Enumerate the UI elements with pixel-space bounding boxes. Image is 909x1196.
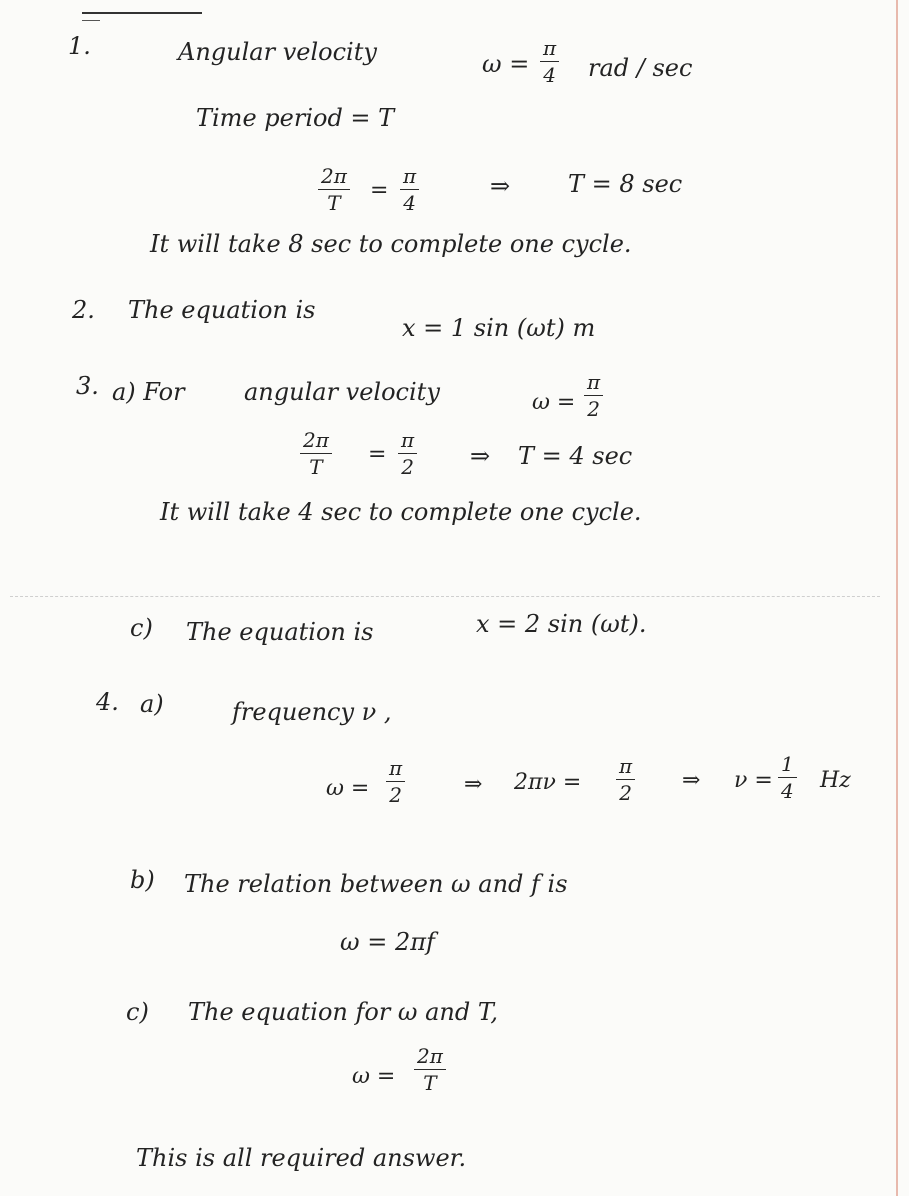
q4-a-implies-2: ⇒ <box>682 768 701 793</box>
closing-remark: This is all required answer. <box>136 1144 467 1172</box>
q3-eq-right-fraction <box>398 430 417 477</box>
q4-part-a-label: a) <box>140 690 164 718</box>
q4-a-fraction-2-denominator: 2 <box>619 781 632 805</box>
q1-eq-equals: = <box>370 178 389 203</box>
q1-eq-right-numerator: π <box>403 164 417 188</box>
q4-a-fraction-1 <box>386 758 405 805</box>
section-divider <box>10 596 880 597</box>
q1-eq-left-numerator: 2π <box>321 164 347 188</box>
q4-a-implies-1: ⇒ <box>464 772 483 797</box>
q3-part-c-equation: x = 2 sin (ωt). <box>476 610 647 638</box>
q4-part-c-text: The equation for ω and T, <box>188 998 498 1026</box>
q3-eq-left-fraction <box>300 430 332 477</box>
q3-eq-left-numerator: 2π <box>303 428 329 452</box>
q3-part-a: a) For <box>112 378 185 406</box>
q4-a-unit: Hz <box>820 768 851 793</box>
q4-c-fraction <box>414 1046 446 1093</box>
header-rule-mark <box>82 20 100 21</box>
q4-part-b-equation: ω = 2πf <box>340 928 435 956</box>
q1-time-period: Time period = T <box>196 104 395 132</box>
q1-eq-right-denominator: 4 <box>403 191 416 215</box>
q3-eq-right-numerator: π <box>401 428 415 452</box>
q4-part-c-label: c) <box>126 998 149 1026</box>
q4-part-a-text: frequency ν , <box>232 698 392 726</box>
q2-text: The equation is <box>128 296 316 324</box>
q3-omega-lhs: ω = <box>532 390 576 415</box>
q4-a-middle: 2πν = <box>514 770 582 795</box>
q4-a-fraction-3-denominator: 4 <box>781 779 794 803</box>
q1-eq-implies: ⇒ <box>490 172 511 200</box>
q3-eq-implies: ⇒ <box>470 442 491 470</box>
q3-eq-equals: = <box>368 442 387 467</box>
q4-number: 4. <box>96 688 119 716</box>
q4-a-omega-lhs: ω = <box>326 776 370 801</box>
q1-eq-left-denominator: T <box>327 191 341 215</box>
q1-number: 1. <box>68 32 91 60</box>
q4-part-b-text: The relation between ω and f is <box>184 870 568 898</box>
q3-eq-result: T = 4 sec <box>518 442 633 470</box>
q1-eq-left-fraction <box>318 166 350 213</box>
q3-part-c-label: c) <box>130 614 153 642</box>
q3-part-c-text: The equation is <box>186 618 374 646</box>
q1-eq-result: T = 8 sec <box>568 170 683 198</box>
q4-a-fraction-1-numerator: π <box>389 756 403 780</box>
q3-eq-left-denominator: T <box>309 455 323 479</box>
q4-c-fraction-denominator: T <box>423 1071 437 1095</box>
page-margin-line <box>896 0 898 1196</box>
q2-number: 2. <box>72 296 95 324</box>
q1-unit: rad / sec <box>588 54 693 82</box>
q1-omega-fraction <box>540 38 559 85</box>
q3-omega-fraction-denominator: 2 <box>587 397 600 421</box>
q1-eq-right-fraction <box>400 166 419 213</box>
q1-omega-lhs: ω = <box>482 50 530 78</box>
q1-omega-fraction-numerator: π <box>543 36 557 60</box>
q3-omega-fraction <box>584 372 603 419</box>
q3-angular-velocity-label: angular velocity <box>244 378 440 406</box>
q4-a-fraction-1-denominator: 2 <box>389 783 402 807</box>
header-rule <box>82 12 202 14</box>
q1-angular-velocity-label: Angular velocity <box>178 38 377 66</box>
q4-c-fraction-numerator: 2π <box>417 1044 443 1068</box>
q4-a-fraction-3 <box>778 754 797 801</box>
q4-a-nu-lhs: ν = <box>734 768 773 793</box>
q3-number: 3. <box>76 372 99 400</box>
q1-conclusion: It will take 8 sec to complete one cycle. <box>150 230 632 258</box>
q4-part-b-label: b) <box>130 866 155 894</box>
q3-eq-right-denominator: 2 <box>401 455 414 479</box>
q3-conclusion: It will take 4 sec to complete one cycle. <box>160 498 642 526</box>
q4-a-fraction-2-numerator: π <box>619 754 633 778</box>
q1-omega-fraction-denominator: 4 <box>543 63 556 87</box>
q4-c-omega-lhs: ω = <box>352 1064 396 1089</box>
q4-a-fraction-3-numerator: 1 <box>781 752 794 776</box>
q4-a-fraction-2 <box>616 756 635 803</box>
q2-equation: x = 1 sin (ωt) m <box>402 314 596 342</box>
q3-omega-fraction-numerator: π <box>587 370 601 394</box>
